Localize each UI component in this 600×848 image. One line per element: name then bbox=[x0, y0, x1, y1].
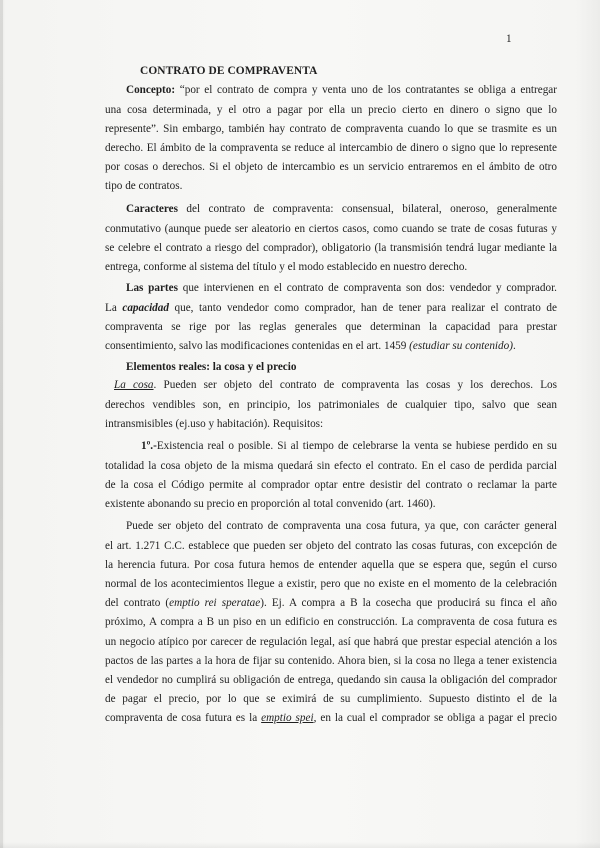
line-text: se celebre el contrato a riesgo del comprador), obligatorio (la transmisión tendrá lugar mediante la bbox=[105, 241, 557, 254]
scan-edge-left bbox=[0, 0, 3, 848]
heading-elementos-reales: Elementos reales: la cosa y el precio bbox=[126, 361, 297, 374]
requirement-number: 1º.- bbox=[141, 440, 157, 453]
text-line bbox=[105, 652, 557, 671]
term-caracteres: Caracteres bbox=[126, 203, 178, 216]
paragraph-existencia bbox=[105, 437, 557, 514]
text-line bbox=[105, 709, 557, 728]
text-line bbox=[105, 396, 557, 415]
text-line bbox=[105, 101, 557, 120]
text-line bbox=[105, 633, 557, 652]
line-text: “por el contrato de compra y venta uno de los contratantes se obliga a entregar bbox=[175, 84, 557, 97]
text-line bbox=[105, 437, 557, 456]
line-text: la herencia futura. Por cosa futura hemos de entender aquella que se espera que, según el curso bbox=[105, 558, 557, 571]
line-text: derecho. El ámbito de la compraventa se reduce al intercambio de dinero o signo que lo represente bbox=[105, 142, 557, 154]
page-number: 1 bbox=[506, 33, 512, 46]
text-line bbox=[105, 575, 557, 594]
text-line bbox=[105, 279, 557, 298]
text-line bbox=[105, 376, 557, 395]
paragraph-la-cosa bbox=[105, 376, 557, 434]
italic-note: (estudiar su contenido) bbox=[409, 340, 513, 352]
line-text: el vendedor no cumplirá su obligación de entrega, quedando sin causa la obligación del comprador bbox=[105, 674, 557, 687]
line-text: represente”. Sin embargo, también hay contrato de compraventa cuando lo que se trasmite es un bbox=[105, 122, 557, 135]
line-text: entrega, conforme al sistema del título y el modo establecido en nuestro derecho. bbox=[105, 261, 468, 273]
text-line bbox=[105, 220, 557, 239]
text-line bbox=[105, 457, 557, 476]
line-text: un negocio atípico por carecer de regulación legal, así que habrá que prestar especial atención a los bbox=[105, 635, 557, 648]
line-text: Puede ser objeto del contrato de compraventa una cosa futura, ya que, con carácter general bbox=[126, 520, 557, 533]
paragraph-caracteres bbox=[105, 200, 557, 277]
text-line bbox=[105, 495, 557, 514]
term-capacidad: capacidad bbox=[122, 301, 169, 314]
line-text: . Pueden ser objeto del contrato de compraventa las cosas y los derechos. Los bbox=[153, 379, 557, 392]
line-text: de la cosa el Código permite al comprador optar entre desistir del contrato o reclamar la parte bbox=[105, 478, 557, 491]
line-text: normal de los acontecimientos llegue a existir, pero que no existe en el momento de la celebración bbox=[105, 578, 557, 590]
line-text: compraventa de cosa futura es la bbox=[105, 712, 262, 725]
paragraph-cosa-futura bbox=[105, 517, 557, 728]
line-text: tipo de contratos. bbox=[105, 180, 183, 193]
text-line bbox=[105, 517, 557, 536]
scan-edge-bottom bbox=[0, 842, 600, 848]
document-title: CONTRATO DE COMPRAVENTA bbox=[140, 65, 318, 78]
text-line bbox=[105, 239, 557, 258]
line-text: conmutativo (aunque puede ser aleatorio en ciertos casos, como cuando se trate de cosas futuras y bbox=[105, 222, 557, 235]
text-line bbox=[105, 120, 557, 139]
text-line bbox=[105, 613, 557, 632]
paragraph-partes bbox=[105, 279, 557, 356]
line-text: del contrato ( bbox=[105, 597, 170, 610]
text-line bbox=[105, 671, 557, 690]
line-text: totalidad la cosa objeto de la misma quedará sin efecto el contrato. En el caso de perdida parcial bbox=[105, 459, 557, 472]
line-text: existente abonando su precio en proporción al total convenido (art. 1460). bbox=[105, 498, 436, 510]
paragraph-concepto bbox=[105, 81, 557, 196]
line-text: La bbox=[105, 301, 123, 314]
text-line bbox=[105, 81, 557, 100]
text-line bbox=[105, 476, 557, 495]
line-text: intransmisibles (ej.uso y habitación). Requisitos: bbox=[105, 417, 324, 430]
text-line bbox=[105, 556, 557, 575]
line-text: que, tanto vendedor como comprador, han de tener para realizar el contrato de bbox=[168, 301, 557, 314]
line-text: Existencia real o posible. Si al tiempo de celebrarse la venta se hubiese perdido en su bbox=[156, 440, 557, 453]
line-text: ). Ej. A compra a B la cosecha que producirá su finca el año bbox=[260, 597, 557, 610]
term-concepto: Concepto: bbox=[126, 84, 176, 97]
line-text: . bbox=[512, 340, 516, 352]
line-text: por cosas o derechos. Si el objeto de intercambio es un servicio entraremos en el ámbito de otro bbox=[105, 161, 557, 174]
latin-term: emptio rei speratae bbox=[169, 597, 261, 610]
text-line bbox=[105, 318, 557, 337]
line-text: próximo, A compra a B un piso en un edificio en construcción. La compraventa de cosa futura es bbox=[105, 616, 557, 629]
text-line bbox=[105, 358, 557, 377]
text-line bbox=[105, 158, 557, 177]
line-text: del contrato de compraventa: consensual, bilateral, oneroso, generalmente bbox=[177, 203, 557, 216]
text-line bbox=[105, 415, 557, 434]
term-la-cosa: La cosa bbox=[114, 379, 154, 392]
text-line bbox=[105, 594, 557, 613]
text-line bbox=[105, 258, 557, 277]
latin-term: emptio spei bbox=[261, 712, 314, 725]
text-line bbox=[105, 200, 557, 219]
text-line bbox=[105, 139, 557, 158]
line-text: el art. 1.271 C.C. establece que pueden ser objeto del contrato las cosas futuras, con excepción de bbox=[105, 539, 557, 552]
line-text: consentimiento, salvo las modificaciones contenidas en el art. 1459 bbox=[105, 340, 410, 352]
line-text: , en la cual el comprador se obliga a pagar el precio bbox=[313, 712, 557, 725]
text-line bbox=[105, 537, 557, 556]
text-line bbox=[105, 690, 557, 709]
line-text: compraventa se rige por las reglas generales que determinan la capacidad para prestar bbox=[105, 320, 557, 333]
section-heading bbox=[105, 358, 557, 377]
text-line bbox=[105, 337, 557, 356]
line-text: de pagar el precio, por lo que se eximirá de su cumplimiento. Supuesto distinto el de la bbox=[105, 693, 557, 706]
text-line bbox=[105, 299, 557, 318]
text-line bbox=[105, 177, 557, 196]
line-text: que intervienen en el contrato de compraventa son dos: vendedor y comprador. bbox=[177, 282, 557, 295]
term-las-partes: Las partes bbox=[126, 282, 178, 295]
line-text: una cosa determinada, y el otro a pagar por ella un precio cierto en dinero o signo que lo bbox=[105, 103, 557, 116]
line-text: pactos de las partes a la hora de fijar su contenido. Ahora bien, si la cosa no llega a tener existencia bbox=[105, 654, 557, 667]
line-text: derechos vendibles son, en principio, los patrimoniales de cualquier tipo, salvo que sean bbox=[105, 398, 557, 411]
